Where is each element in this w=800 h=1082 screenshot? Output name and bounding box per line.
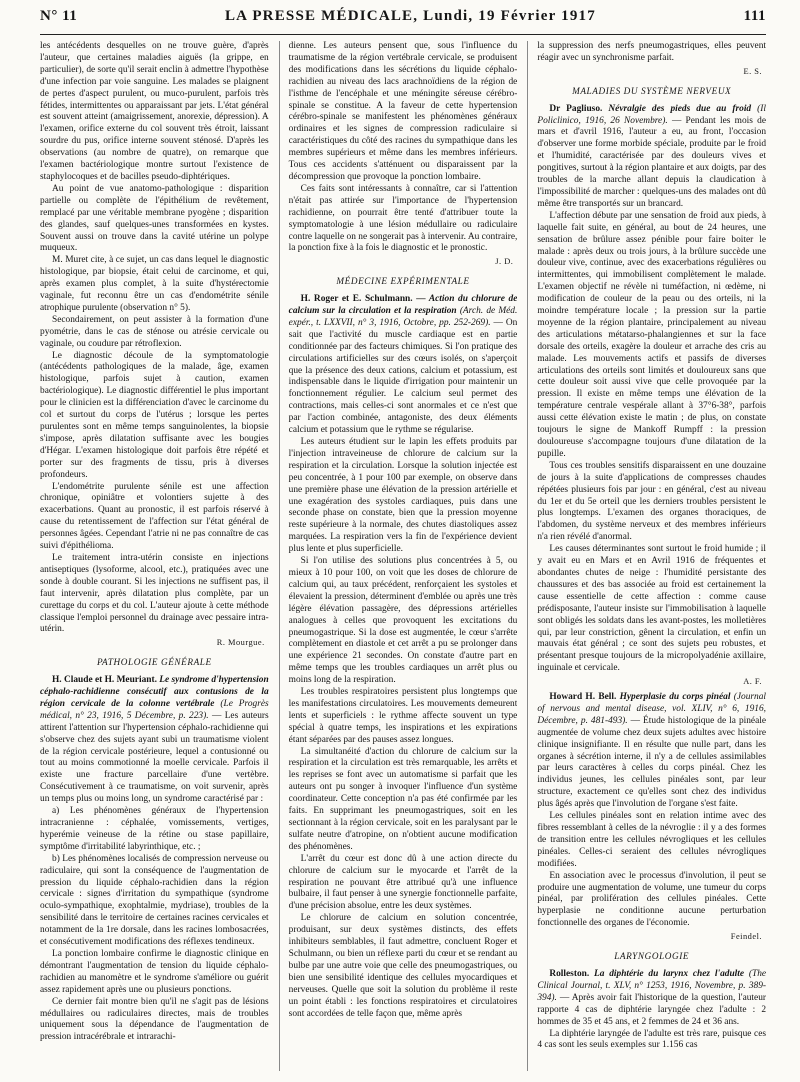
column-3: [527, 41, 766, 1071]
paragraph: En association avec le processus d'involution, il peut se produire une augmentation de volume, une tumeur du corps pinéal, par prolifération des cellules pinéales. Cette hyperplasie ne conditionne aucune perturbation fonctionnelle des organes de l'économie.: [537, 870, 766, 929]
signature: Feindel.: [730, 932, 763, 942]
article-reference: (Il Policlinico, 1916, 26 Novembre).: [537, 103, 766, 126]
article-authors: Rolleston.: [549, 968, 590, 979]
paragraph: la suppression des nerfs pneumogastriques, elles peuvent réagir avec un synchronisme parfait.: [537, 41, 766, 63]
paragraph: Ce dernier fait montre bien qu'il ne s'agit pas de lésions médullaires ou radiculaires directes, mais de troubles uniquement sous la dépendance de l'augmentation de pression intracérébrale et intrarachi-: [40, 996, 269, 1043]
paragraph: L'arrêt du cœur est donc dû à une action directe du chlorure de calcium sur le myocarde et l'arrêt de la respiration ne pouvant être attribué qu'à une influence bulbaire, il faut penser à une synergie fonctionnelle parfaite, d'une précision absolue, entre les deux systèmes.: [288, 853, 518, 912]
article-body: — On sait que l'activité du muscle cardiaque est en partie conditionnée par des facteurs chimiques. Si l'on pratique des circulations artificielles sur des cœurs isolés, on s'aperçoit que la présence des deux cations, calcium et potassium, est indispensable dans le liquide d'irrigation pour maintenir un fonctionnement régulier. Le calcium seul permet des contractions, mais celles-ci sont anormales et ce n'est que par l'action combinée, antagoniste, des deux éléments calcium et potassium que le rythme se régularise.: [288, 317, 518, 436]
paragraph: M. Muret cite, à ce sujet, un cas dans lequel le diagnostic histologique, par biopsie, était celui de carcinome, et qui, après examen plus complet, à la suite d'hystérectomie vaginale, fut reconnu être un cas d'endométrite sénile atrophique purulente (observation n° 5).: [40, 255, 269, 313]
article-title: La diphtérie du larynx chez l'adulte: [594, 968, 745, 979]
paragraph: Les cellules pinéales sont en relation intime avec des fibres ressemblant à celles de la névroglie : il y a des formes de transition entre les cellules névrogliques et les cellules pinéales. Celles-ci seraient des cellules névrogliques modifiées.: [537, 811, 766, 869]
signature: E. S.: [743, 66, 763, 76]
paragraph: Au point de vue anatomo-pathologique : disparition partielle ou complète de l'épithélium de revêtement, remplacé par une véritable membrane pyogène ; disparition des glandes, sauf quelques-unes transformées en kystes. Souvent aussi on trouve dans la cavité utérine un polype muqueux.: [40, 183, 269, 254]
list-item: a) Les phénomènes généraux de l'hypertension intracranienne : céphalée, vomissements, vertiges, hyperémie veineuse de la rétine ou stase papillaire, symptôme d'irritabilité labyrinthique, etc. ;: [40, 806, 269, 852]
journal-title: LA PRESSE MÉDICALE, Lundi, 19 Février 1917: [224, 8, 596, 24]
page-header: [40, 8, 766, 32]
paragraph: La diphtérie laryngée de l'adulte est très rare, puisque ces 4 cas sont les seuls exemples sur 1.156 cas: [537, 1028, 766, 1051]
section-heading: MÉDECINE EXPÉRIMENTALE: [336, 276, 470, 287]
article: [537, 692, 766, 811]
article-title: Hyperplasie du corps pinéal: [619, 692, 731, 703]
header-rule: [40, 34, 766, 35]
signature: A. F.: [743, 677, 763, 687]
article-body: — Après avoir fait l'historique de la question, l'auteur rapporte 4 cas de diphtérie laryngée chez l'adulte : 2 hommes de 35 et 45 ans, et 2 femmes de 24 et 36 ans.: [537, 992, 766, 1027]
paragraph: La simultanéité d'action du chlorure de calcium sur la respiration et la circulation est très remarquable, les arrêts et les reprises se font avec un automatisme si parfait que les auteurs ont pu songer à invoquer l'influence d'un système coordinateur. Cette conception n'a pas été confirmée par les faits. En supprimant les pneumogastriques, soit en les sectionnant à la région cervicale, soit en les paralysant par le sulfate neutre d'atropine, on n'obtient aucune modification des phénomènes.: [288, 746, 518, 852]
paragraph: les antécédents desquelles on ne trouve guère, d'après l'auteur, que certaines maladies aiguës (la grippe, en particulier), de sorte qu'il serait enclin à admettre l'hypothèse d'une infection par voie sanguine. Les malades se plaignent de pertes d'aspect purulent, ou muco-purulent, parfois très fétides, intermittentes ou apparaissant par jets. L'état général est souvent atteint (amaigrissement, anorexie, dépression). A l'examen, orifice externe du col souvent très étroit, laissant sourdre du pus, orifice interne souvent sténosé. D'après les observations (au nombre de quatre), on remarque que l'examen bactériologique montre surtout l'existence de staphylocoques et de bacilles pseudo-diphtériques.: [40, 41, 269, 182]
page-number: 111: [743, 8, 766, 24]
article-reference: (Arch. de Méd. expér., t. LXXVII, n° 3, 1916, Octobre, pp. 252-269).: [288, 306, 518, 328]
article-reference: (The Clinical Journal, t. XLV, n° 1253, 1916, Novembre, p. 389-394).: [537, 968, 766, 1003]
paragraph: Les causes déterminantes sont surtout le froid humide ; il y avait eu en Mars et en Avril 1916 de fréquentes et abondantes chutes de neige : l'humidité persistante des chaussures et des bas associée au froid est certainement la cause essentielle de cette affection : comme cause prédisposante, l'auteur insiste sur l'immobilisation à laquelle sont obligés les soldats dans les avant-postes, les molletières qui, par leur constriction, gênent la circulation, et enfin un mauvais état général ; ce sont des sujets peu robustes, et présentant presque toujours de la micropolyadénie axillaire, inguinale et cervicale.: [537, 544, 766, 674]
article-authors: H. Claude et H. Meuriant.: [52, 675, 157, 686]
signature: J. D.: [495, 257, 514, 267]
issue-number: N° 11: [40, 8, 78, 24]
paragraph: L'affection débute par une sensation de froid aux pieds, à laquelle fait suite, en général, au bout de 24 heures, une sensation de brûlure assez pénible pour faire boiter le malade : après deux ou trois jours, à la brûlure succède une douleur vive, continue, avec des exacerbations régulières ou intermittentes, qui immobilisent complètement le malade. L'examen objectif ne révèle ni tuméfaction, ni œdème, ni modification de couleur de la peau ou des orteils, ni la moindre température locale ; la pression sur la partie moyenne de la région plantaire, principalement au niveau des articulations métatarso-phalangiennes et sur la face dorsale des orteils, exagère la douleur et arrache des cris au malade. Les mouvements actifs et passifs de diverses articulations des orteils sont limités et douloureux sans que cette douleur soit aussi vive que celle provoquée par la pression. Il existe en même temps une élévation de la température centrale vespérale allant à 37°6-38°, parfois aussi cette élévation existe le matin ; de plus, on constate toujours le signe de Mankoff Rumpff : la pression douloureuse s'accompagne toujours d'une dilatation de la pupille.: [537, 210, 766, 459]
article: [537, 969, 766, 1029]
paragraph: Les auteurs étudient sur le lapin les effets produits par l'injection intraveineuse de chlorure de calcium sur la respiration et la circulation. Lorsque la solution injectée est peu concentrée, à 1 pour 100 par exemple, on observe dans une première phase une élévation de la pression artérielle et une exagération des systoles cardiaques, puis dans une seconde phase on constate, bien que la pression moyenne reste supérieure à la normale, des chutes diastoliques assez marquées. La respiration vers la fin de l'expérience devient plus lente et plus superficielle.: [288, 437, 518, 555]
section-heading: LARYNGOLOGIE: [614, 951, 690, 962]
article-authors: H. Roger et E. Schulmann.: [300, 294, 413, 305]
article-body: — Les auteurs attirent l'attention sur l'hypertension céphalo-rachidienne qui s'observe chez des sujets ayant subi un traumatisme violent de la région cervicale postérieure, lequel a contusionné ou tout au moins commotionné la moelle cervicale. Parfois il existe une fracture parcellaire d'une vertèbre. Consécutivement à ce traumatisme, on voit survenir, après un temps plus ou moins long, un syndrome caractérisé par :: [40, 710, 269, 805]
article-reference: (Le Progrès médical, n° 23, 1916, 5 Décembre, p. 223).: [40, 698, 269, 721]
text-columns: [40, 41, 766, 1071]
article-body: — Étude histologique de la pinéale augmentée de volume chez deux sujets adultes avec histoire clinique insignifiante. Il en résulte que nulle part, dans les organes à sécrétion interne, il n'y a de cellules assimilables par leurs caractères à celles du corps pinéal. Chez les individus jeunes, les cellules pinéales sont, par leur structure, exactement ce qu'elles sont chez des individus plus âgés après que l'involution de l'organe s'est faite.: [537, 715, 766, 810]
paragraph: dienne. Les auteurs pensent que, sous l'influence du traumatisme de la région vertébrale cervicale, se produisent des modifications dans les sécrétions du liquide céphalo-rachidien au niveau des lacs arachnoïdiens de la région de l'isthme de l'encéphale et une méningite séreuse cérébro-spinale se constitue. A la faveur de cette hypertension cérébro-spinale se manifestent les phénomènes généraux ordinaires et les signes de compression radiculaire si caractéristiques du côté des racines du sympathique dans les membres supérieurs et même dans les membres inférieurs. Tous ces accidents s'atténuent ou disparaissent par la décompression que provoque la ponction lombaire.: [288, 41, 518, 182]
paragraph: La ponction lombaire confirme le diagnostic clinique en démontrant l'augmentation de tension du liquide céphalo-rachidien au manomètre et le syndrome s'améliore ou guérit assez rapidement après une ou plusieurs ponctions.: [40, 948, 269, 995]
list-item: b) Les phénomènes localisés de compression nerveuse ou radiculaire, qui sont la conséquence de l'augmentation de pression du liquide céphalo-rachidien dans la région cervicale : signes d'irritation du sympathique (syndrome oculo-sympathique, exophtalmie, mydriase), troubles de la sensibilité dans le territoire de certaines racines cervicales et notamment de la 1re dorsale, dans les racines lombosacrées, et consécutivement modifications des réflexes tendineux.: [40, 853, 269, 948]
article-reference: (Journal of nervous and mental disease, vol. XLIV, n° 6, 1916, Décembre, p. 481-493).: [537, 692, 766, 726]
paragraph: Tous ces troubles sensitifs disparaissent en une douzaine de jours à la suite d'applications de compresses chaudes répétées plusieurs fois par jour : en général, c'est au niveau du 1er et du 5e orteil que les derniers troubles persistent le plus longtemps. L'examen des organes thoraciques, de l'abdomen, du système nerveux et des membres inférieurs n'a rien révélé d'anormal.: [537, 460, 766, 543]
signature: R. Mourgue.: [216, 638, 265, 648]
section-heading: MALADIES DU SYSTÈME NERVEUX: [572, 85, 732, 96]
section-heading: PATHOLOGIE GÉNÉRALE: [96, 657, 212, 668]
article: [289, 294, 518, 437]
article-authors: Howard H. Bell.: [549, 692, 617, 703]
paragraph: Le diagnostic découle de la symptomatologie (antécédents pathologiques de la malade, âge, examen histologique, parfois sujet à caution, examen bactériologique). Le diagnostic différentiel le plus important pour le clinicien est la différenciation d'avec le carcinome du col et surtout du corps de l'utérus ; lorsque les pertes purulentes sont en même temps sanguinolentes, la biopsie s'impose, après dilatation suffisante avec les bougies d'Hégar. L'examen histologique doit parfois être répété et porter sur des fragments de tissu, pris à diverses profondeurs.: [40, 350, 269, 480]
paragraph: Les troubles respiratoires persistent plus longtemps que les manifestations circulatoires. Les mouvements demeurent lents et superficiels : le rythme affecte souvent un type spécial à quatre temps, les inspirations et les expirations étant séparées par des pauses assez longues.: [288, 687, 518, 745]
paragraph: Ces faits sont intéressants à connaître, car si l'attention n'était pas attirée sur l'importance de l'hypertension rachidienne, on pourrait être tenté d'attribuer toute la symptomatologie à une lésion médullaire ou radiculaire contre laquelle on ne songerait pas à intervenir. Au contraire, la ponction fixe à la fois le diagnostic et le pronostic.: [288, 183, 518, 254]
column-2: [279, 41, 518, 1071]
article-title: Le syndrome d'hypertension céphalo-rachidienne consécutif aux contusions de la région cervicale de la colonne vertébrale: [40, 675, 269, 709]
article-title: — Action du chlorure de calcium sur la circulation et la respiration: [288, 294, 518, 317]
article-authors: Dr Pagliuso.: [549, 103, 603, 114]
article: [537, 104, 766, 211]
paragraph: Secondairement, on peut assister à la formation d'une pyométrie, dans le cas de sténose ou atrésie cervicale ou vaginale, ou coudure par rétroflexion.: [40, 314, 269, 349]
paragraph: Si l'on utilise des solutions plus concentrées à 5, ou mieux à 10 pour 100, on voit que les doses de chlorure de calcium qui, au taux précédent, renforçaient les systoles et élevaient la pression, déterminent d'emblée ou après une très légère élévation passagère, des dépressions artérielles analogues à celles que provoquent les excitations du pneumogastrique. Si la dose est augmentée, le cœur s'arrête complètement en diastole et cet arrêt a pu se prolonger dans une expérience 21 secondes. On constate d'autre part en même temps que les troubles cardiaques un arrêt plus ou moins long de la respiration.: [288, 556, 518, 686]
article-body: — Pendant les mois de mars et d'avril 1916, l'auteur a eu, au front, l'occasion d'observer une forme morbide spéciale, produite par le froid et l'humidité, caractérisée par des douleurs vives et pongitives, surtout à la région plantaire et aux doigts, par des troubles de la marche allant depuis la claudication à l'impossibilité de marcher : quelques-uns des malades ont dû même être transportés sur un brancard.: [537, 115, 766, 209]
article-title: Névralgie des pieds due au froid: [608, 103, 752, 114]
column-1: [40, 41, 269, 1071]
article: [40, 675, 269, 806]
paragraph: L'endométrite purulente sénile est une affection chronique, opiniâtre et volontiers sujette à des exacerbations. Quant au pronostic, il est parfois réservé à cause du retentissement de l'affection sur l'état général de personnes âgées. Cependant l'atrie ni ne pas connaître de cas suivi d'épithélioma.: [40, 481, 269, 552]
paragraph: Le traitement intra-utérin consiste en injections antiseptiques (lysoforme, alcool, etc.), pratiquées avec une sonde à double courant. Si les injections ne suffisent pas, il faut intervenir, après dilatation plus complète, par un curettage du corps et du col. L'auteur ajoute à cette méthode classique l'emploi personnel du drainage avec pessaire intra-utérin.: [40, 552, 269, 635]
paragraph: Le chlorure de calcium en solution concentrée, produisant, sur deux systèmes distincts, des effets inhibiteurs semblables, il faut admettre, concluent Roger et Schulmann, ou bien un réflexe parti du cœur et se rendant au bulbe par une autre voie que celle des pneumogastriques, ou bien une sensibilité identique des cellules myocardiques et nerveuses. Quelle que soit la solution du problème il reste un point établi : les fonctions respiratoires et circulatoires sont accordées de telle façon que, même après: [288, 913, 518, 1019]
